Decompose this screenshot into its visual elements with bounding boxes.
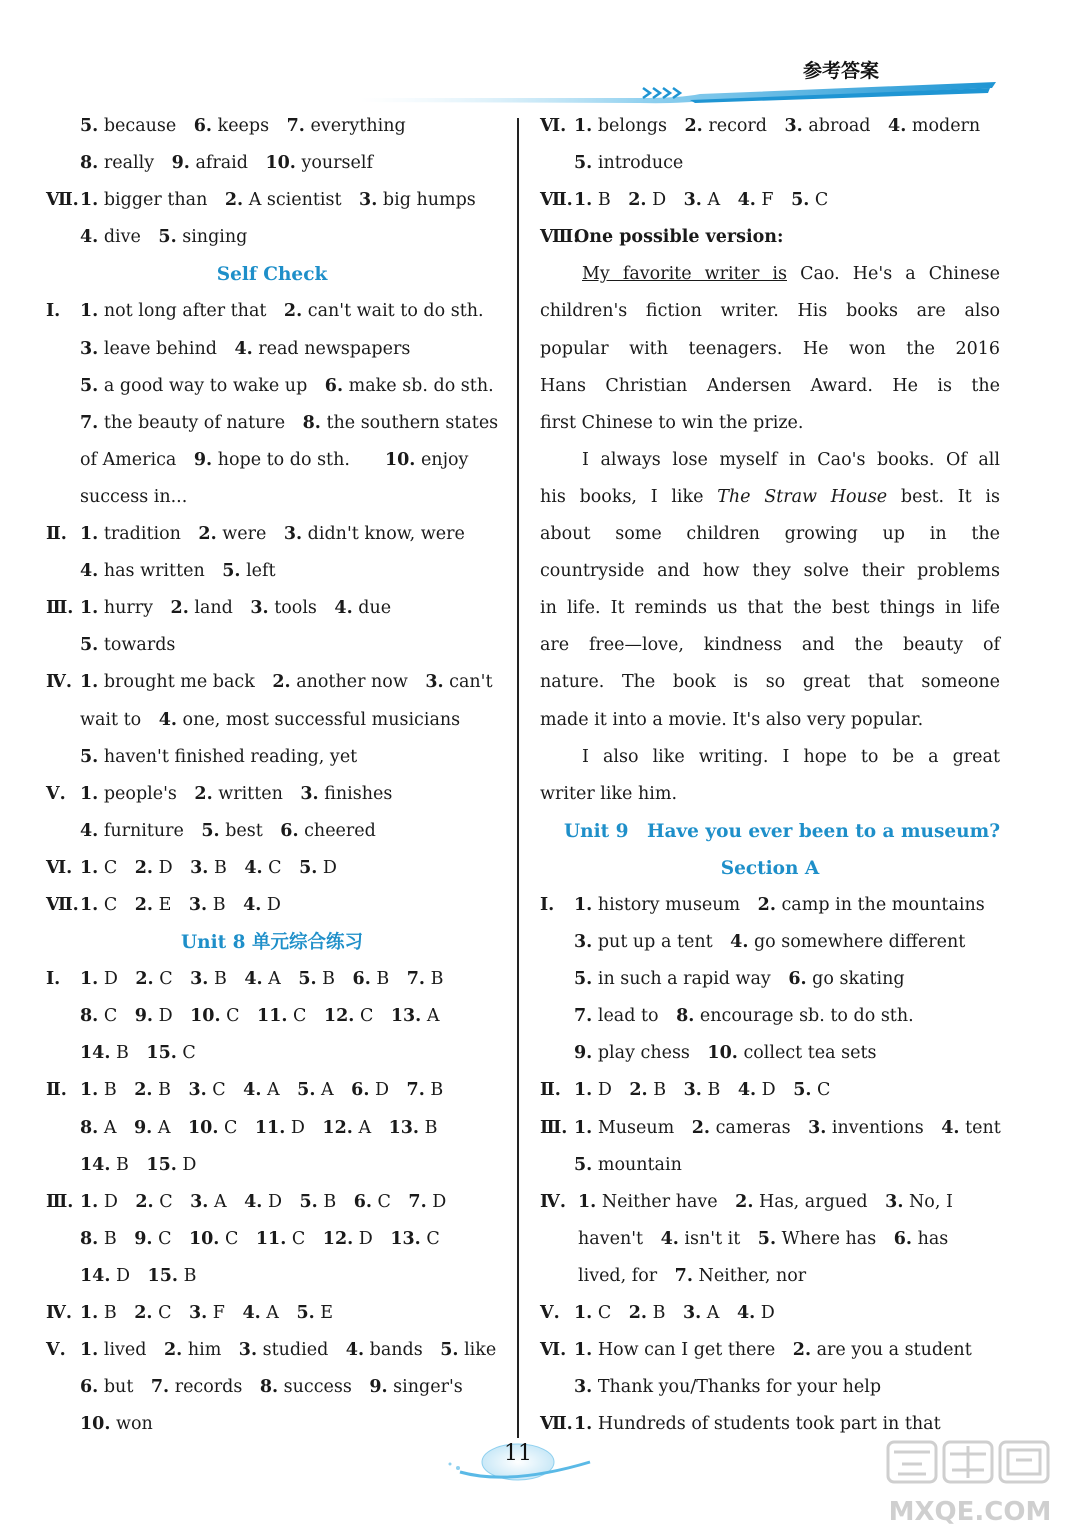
answer-line <box>46 1221 498 1258</box>
essay-line: in life. It reminds us that the best things in life <box>540 598 1000 619</box>
roman-numeral: Ⅱ. <box>46 1080 67 1101</box>
watermark-logo <box>880 1438 1060 1534</box>
answer-line <box>46 1406 498 1443</box>
answer-line <box>46 293 498 330</box>
answer-line <box>46 1147 498 1184</box>
answer-line <box>46 702 498 739</box>
answer-line <box>46 442 498 479</box>
essay-line: children's fiction writer. His books are also <box>540 301 1000 322</box>
section-heading: Self Check <box>216 264 328 286</box>
answer-line <box>540 961 1000 998</box>
answer-line <box>46 887 498 924</box>
answer-text: 1. brought me back 2. another now 3. can't <box>80 672 493 693</box>
roman-numeral: Ⅱ. <box>46 524 67 545</box>
answer-text: 8. B 9. C 10. C 11. C 12. D 13. C <box>80 1228 440 1249</box>
answer-text: 8. A 9. A 10. C 11. D 12. A 13. B <box>80 1117 438 1138</box>
answer-text: 5. mountain <box>574 1154 682 1175</box>
roman-numeral: Ⅶ. <box>46 190 79 211</box>
answer-text: 3. Thank you/Thanks for your help <box>574 1377 882 1398</box>
answer-line <box>46 219 498 256</box>
answer-text: 1. D 2. C 3. A 4. D 5. B 6. C 7. D <box>80 1191 447 1212</box>
roman-numeral: Ⅳ. <box>540 1191 566 1212</box>
answer-line <box>540 145 1000 182</box>
answer-text: 5. a good way to wake up 6. make sb. do sth. <box>80 375 494 396</box>
answer-text: 10. won <box>80 1414 153 1435</box>
answer-text: 1. lived 2. him 3. studied 4. bands 5. like <box>80 1340 497 1361</box>
roman-numeral: Ⅳ. <box>46 672 72 693</box>
answer-text: 3. put up a tent 4. go somewhere different <box>574 932 966 953</box>
essay-line: first Chinese to win the prize. <box>540 412 804 433</box>
answer-line <box>540 1295 1000 1332</box>
answer-line <box>46 1072 498 1109</box>
answer-text: 1. Museum 2. cameras 3. inventions 4. tent <box>574 1117 1001 1138</box>
essay-line: his books, I like The Straw House best. It is <box>540 486 1000 507</box>
answer-text: wait to 4. one, most successful musicians <box>80 709 461 730</box>
answer-line <box>46 516 498 553</box>
answer-text: 1. D 2. C 3. B 4. A 5. B 6. B 7. B <box>80 969 444 990</box>
answer-text: One possible version: <box>574 227 784 248</box>
roman-numeral: Ⅳ. <box>46 1303 72 1323</box>
roman-numeral: Ⅴ. <box>46 783 66 804</box>
answer-text: 5. introduce <box>574 153 684 174</box>
essay-line: countryside and how they solve their problems <box>540 561 1000 582</box>
answer-text: 7. the beauty of nature 8. the southern states <box>80 412 499 433</box>
roman-numeral: Ⅶ. <box>540 190 573 211</box>
answer-line <box>540 1035 1000 1072</box>
answer-text: 14. B 15. C <box>80 1043 196 1064</box>
answer-text: 1. B 2. C 3. F 4. A 5. E <box>80 1303 334 1323</box>
answer-text: 8. really 9. afraid 10. yourself <box>80 153 373 174</box>
answer-line <box>540 219 1000 256</box>
roman-numeral: Ⅷ. <box>540 227 580 248</box>
answer-text: 4. dive 5. singing <box>80 227 248 248</box>
answer-text: 1. Neither have 2. Has, argued 3. No, I <box>578 1191 953 1212</box>
answer-text: 9. play chess 10. collect tea sets <box>574 1043 877 1064</box>
answer-line <box>46 813 498 850</box>
answer-text: 5. because 6. keeps 7. everything <box>80 116 406 136</box>
answer-line <box>540 182 1000 219</box>
answer-line <box>46 961 498 998</box>
answer-line <box>46 182 498 219</box>
essay-line: My favorite writer is Cao. He's a Chinese <box>582 264 1000 285</box>
answer-text: 1. C 2. B 3. A 4. D <box>574 1303 775 1323</box>
essay-line: writer like him. <box>540 783 678 804</box>
answer-line <box>46 776 498 813</box>
answer-text: 5. in such a rapid way 6. go skating <box>574 969 905 990</box>
section-heading: Section A <box>720 857 820 879</box>
answer-line <box>46 627 498 664</box>
page-number: 11 <box>504 1441 532 1466</box>
answer-line <box>46 1369 498 1406</box>
answer-line <box>540 1369 1000 1406</box>
answer-line <box>46 1110 498 1147</box>
answer-text: lived, for 7. Neither, nor <box>578 1265 807 1286</box>
answer-line <box>540 1221 1000 1258</box>
answer-line <box>46 331 498 368</box>
answer-line <box>46 1184 498 1221</box>
answer-text: 7. lead to 8. encourage sb. to do sth. <box>574 1006 914 1027</box>
answer-text: 1. C 2. D 3. B 4. C 5. D <box>80 857 337 878</box>
roman-numeral: Ⅵ. <box>540 1340 567 1361</box>
essay-line: are free—love, kindness and the beauty of <box>540 635 1000 656</box>
answer-line <box>540 1332 1000 1369</box>
answer-text: 5. haven't finished reading, yet <box>80 746 358 767</box>
answer-text: 8. C 9. D 10. C 11. C 12. C 13. A <box>80 1006 440 1027</box>
answer-text: 6. but 7. records 8. success 9. singer's <box>80 1377 463 1398</box>
roman-numeral: Ⅵ. <box>46 857 73 878</box>
answer-line <box>46 1035 498 1072</box>
essay-line: Hans Christian Andersen Award. He is the <box>540 375 1000 396</box>
answer-text: 1. tradition 2. were 3. didn't know, were <box>80 524 465 545</box>
essay-line: made it into a movie. It's also very popular. <box>540 709 924 730</box>
answer-text: success in... <box>80 486 188 507</box>
essay-line: I always lose myself in Cao's books. Of all <box>582 449 1000 470</box>
answer-text: 1. Hundreds of students took part in that <box>574 1414 941 1435</box>
answer-text: 4. furniture 5. best 6. cheered <box>80 820 376 841</box>
roman-numeral: Ⅶ. <box>540 1414 573 1435</box>
essay-line: I also like writing. I hope to be a great <box>582 746 1000 767</box>
left-column <box>46 108 498 1443</box>
roman-numeral: Ⅰ. <box>46 301 61 322</box>
header-swoosh-decoration <box>360 80 1000 106</box>
answer-text: 1. not long after that 2. can't wait to do sth. <box>80 301 484 322</box>
answer-text: 1. C 2. E 3. B 4. D <box>80 894 281 915</box>
answer-line <box>540 887 1000 924</box>
answer-text: 1. bigger than 2. A scientist 3. big humps <box>80 190 476 211</box>
answer-line <box>46 739 498 776</box>
answer-line <box>540 998 1000 1035</box>
answer-line <box>46 405 498 442</box>
roman-numeral: Ⅲ. <box>540 1117 568 1138</box>
answer-text: 5. towards <box>80 635 176 656</box>
essay-line: nature. The book is so great that someone <box>540 672 1000 693</box>
answer-line <box>46 1332 498 1369</box>
roman-numeral: Ⅰ. <box>540 894 555 915</box>
answer-line <box>46 998 498 1035</box>
roman-numeral: Ⅴ. <box>540 1303 560 1323</box>
roman-numeral: Ⅶ. <box>46 894 79 915</box>
answer-text: 1. B 2. B 3. C 4. A 5. A 6. D 7. B <box>80 1080 444 1101</box>
answer-text: 1. B 2. D 3. A 4. F 5. C <box>574 190 829 211</box>
svg-text:MXQE.COM: MXQE.COM <box>888 1497 1052 1527</box>
answer-line <box>540 1147 1000 1184</box>
answer-line <box>540 1184 1000 1221</box>
answer-line <box>46 479 498 516</box>
answer-line <box>46 1258 498 1295</box>
roman-numeral: Ⅵ. <box>540 116 567 136</box>
answer-text: 1. history museum 2. camp in the mountains <box>574 894 985 915</box>
answer-line <box>46 590 498 627</box>
column-divider <box>517 118 519 1438</box>
roman-numeral: Ⅲ. <box>46 1191 74 1212</box>
answer-text: 1. D 2. B 3. B 4. D 5. C <box>574 1080 831 1101</box>
answer-text: 1. How can I get there 2. are you a student <box>574 1340 972 1361</box>
answer-line <box>540 1258 1000 1295</box>
answer-text: of America 9. hope to do sth. 10. enjoy <box>80 449 469 470</box>
essay-line: about some children growing up in the <box>540 524 1000 545</box>
answer-line <box>46 368 498 405</box>
answer-line <box>540 108 1000 145</box>
essay-line: popular with teenagers. He won the 2016 <box>540 338 1000 359</box>
answer-text: 3. leave behind 4. read newspapers <box>80 338 411 359</box>
answer-text: 1. hurry 2. land 3. tools 4. due <box>80 598 392 619</box>
answer-line <box>46 664 498 701</box>
right-column <box>540 108 1000 1443</box>
answer-text: haven't 4. isn't it 5. Where has 6. has <box>578 1228 949 1249</box>
roman-numeral: Ⅱ. <box>540 1080 561 1101</box>
roman-numeral: Ⅲ. <box>46 598 74 619</box>
answer-text: 1. belongs 2. record 3. abroad 4. modern <box>574 116 981 136</box>
answer-line <box>46 850 498 887</box>
header-title: 参考答案 <box>803 60 880 82</box>
answer-line <box>46 1295 498 1332</box>
answer-text: 14. D 15. B <box>80 1265 197 1286</box>
answer-text: 4. has written 5. left <box>80 561 276 582</box>
answer-line <box>46 553 498 590</box>
answer-line <box>540 1110 1000 1147</box>
answer-line <box>46 108 498 145</box>
answer-line <box>540 1072 1000 1109</box>
roman-numeral: Ⅴ. <box>46 1340 66 1361</box>
roman-numeral: Ⅰ. <box>46 969 61 990</box>
answer-text: 1. people's 2. written 3. finishes <box>80 783 393 804</box>
answer-text: 14. B 15. D <box>80 1154 197 1175</box>
section-heading: Unit 8 单元综合练习 <box>181 932 363 954</box>
answer-line <box>46 145 498 182</box>
section-heading: Unit 9 Have you ever been to a museum? <box>564 820 1001 842</box>
answer-line <box>540 924 1000 961</box>
